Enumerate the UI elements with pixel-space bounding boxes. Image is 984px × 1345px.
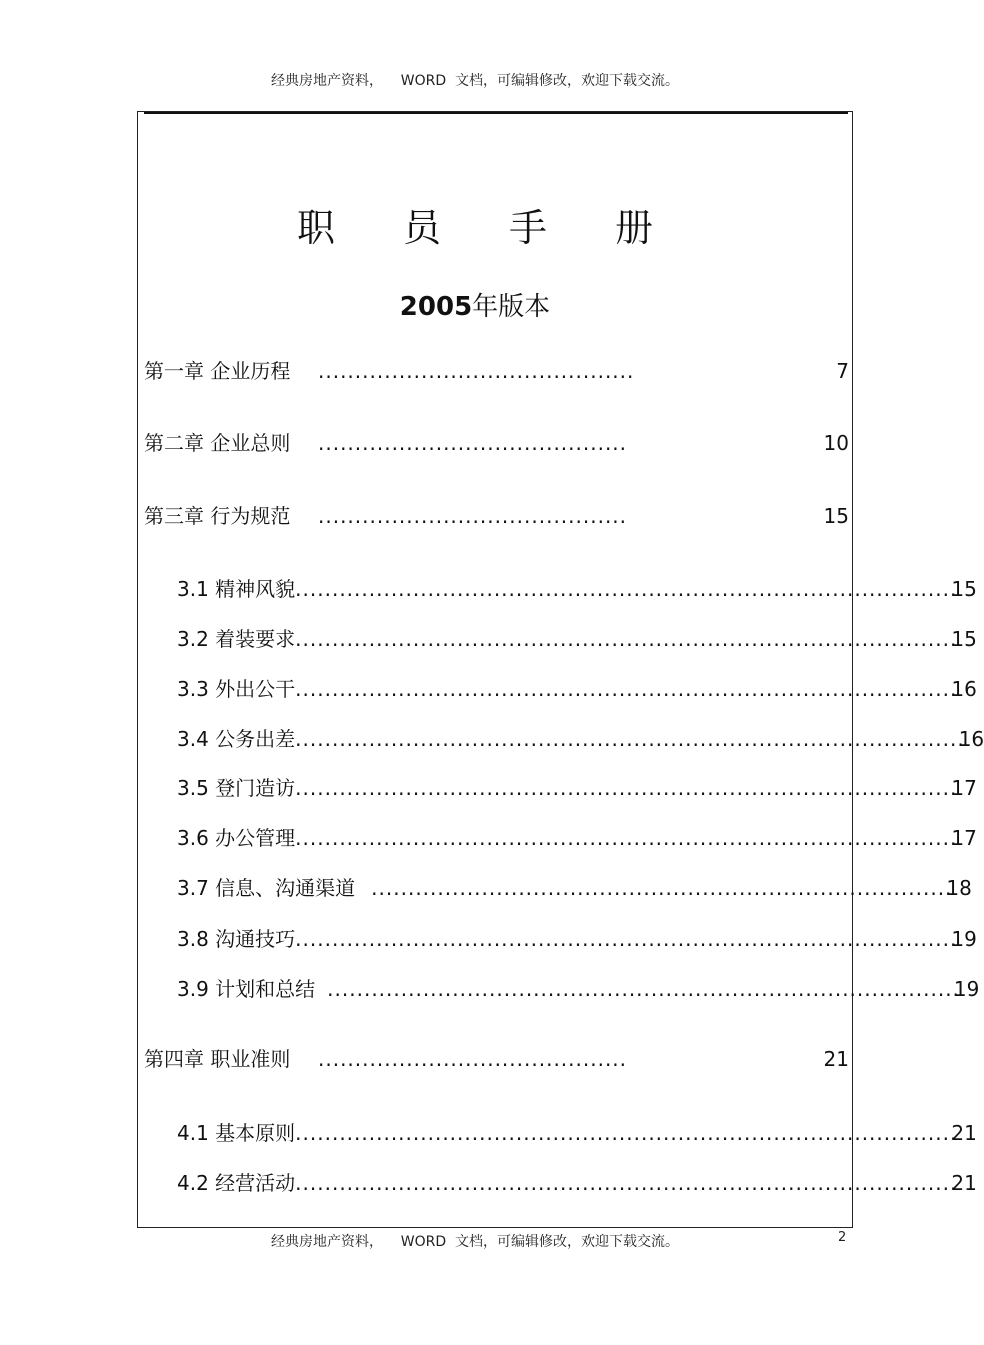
- toc-page: 21: [951, 1171, 977, 1195]
- toc-leader: ..........................................................................................: [295, 776, 958, 800]
- toc-label: 3.3 外出公干: [177, 677, 296, 701]
- toc-label: 3.2 着装要求: [177, 627, 296, 651]
- title-char: 员: [402, 206, 441, 250]
- toc-section-4-2[interactable]: [177, 1170, 977, 1196]
- toc-leader: ...........................................: [318, 359, 635, 383]
- toc-page: 15: [951, 627, 977, 651]
- toc-leader: ..........................................................................................: [295, 927, 958, 951]
- toc-leader: ..........................................................................................: [295, 826, 958, 850]
- toc-label: 3.9 计划和总结: [177, 977, 316, 1001]
- toc-leader: ..........................................: [318, 504, 628, 528]
- toc-section-3-5[interactable]: [177, 775, 977, 801]
- footer-banner: 经典房地产资料， WORD 文档，可编辑修改，欢迎下载交流。: [270, 1234, 680, 1250]
- toc-section-3-9[interactable]: [177, 976, 980, 1002]
- edition-line: [0, 286, 950, 323]
- toc-label: 3.1 精神风貌: [177, 577, 296, 601]
- toc-label: 4.1 基本原则: [177, 1121, 296, 1145]
- header-banner: 经典房地产资料， WORD 文档，可编辑修改，欢迎下载交流。: [270, 73, 680, 89]
- toc-page: 21: [951, 1121, 977, 1145]
- title-char: 职: [296, 206, 335, 250]
- toc-label: 4.2 经营活动: [177, 1171, 296, 1195]
- toc-page: 19: [953, 977, 980, 1001]
- toc-page: 16: [958, 727, 984, 751]
- edition-suffix: 年版本: [472, 292, 551, 322]
- toc-leader: ..........................................................................................: [295, 677, 958, 701]
- toc-page: 7: [836, 359, 849, 383]
- handbook-title: [0, 197, 950, 252]
- toc-label: 3.5 登门造访: [177, 776, 296, 800]
- toc-page: 18: [946, 876, 972, 900]
- toc-label: 第一章 企业历程: [144, 359, 291, 383]
- toc-page: 16: [951, 677, 977, 701]
- toc-page: 17: [951, 776, 977, 800]
- toc-section-3-2[interactable]: [177, 626, 977, 652]
- toc-page: 15: [823, 504, 849, 528]
- toc-label: 3.6 办公管理: [177, 826, 296, 850]
- toc-section-3-6[interactable]: [177, 825, 977, 851]
- toc-leader: ..........................................................................................: [295, 1171, 958, 1195]
- toc-label: 第四章 职业准则: [144, 1047, 291, 1071]
- toc-page: 21: [823, 1047, 849, 1071]
- toc-section-3-3[interactable]: [177, 676, 977, 702]
- toc-label: 第三章 行为规范: [144, 504, 291, 528]
- toc-section-3-4[interactable]: [177, 726, 984, 752]
- toc-leader: ...............................................................................: [371, 876, 953, 900]
- title-char: 册: [615, 206, 654, 250]
- toc-label: 3.4 公务出差: [177, 727, 296, 751]
- toc-page: 19: [951, 927, 977, 951]
- toc-section-3-1[interactable]: [177, 576, 977, 602]
- toc-chapter-2[interactable]: [144, 430, 849, 456]
- toc-leader: ..........................................................................................: [295, 627, 958, 651]
- toc-chapter-1[interactable]: [144, 358, 849, 384]
- toc-leader: ......................................................................................: [327, 977, 960, 1001]
- toc-page: 17: [951, 826, 977, 850]
- toc-section-3-7[interactable]: [177, 875, 972, 901]
- edition-year: 2005: [399, 292, 473, 322]
- toc-label: 3.7 信息、沟通渠道: [177, 876, 356, 900]
- page-number: 2: [838, 1230, 847, 1245]
- toc-label: 3.8 沟通技巧: [177, 927, 296, 951]
- toc-section-3-8[interactable]: [177, 926, 977, 952]
- toc-section-4-1[interactable]: [177, 1120, 977, 1146]
- title-char: 手: [509, 206, 548, 250]
- toc-leader: ..........................................: [318, 431, 628, 455]
- toc-leader: ...........................................................................................: [295, 727, 965, 751]
- toc-chapter-3[interactable]: [144, 503, 849, 529]
- toc-page: 10: [823, 431, 849, 455]
- toc-leader: ..........................................: [318, 1047, 628, 1071]
- toc-label: 第二章 企业总则: [144, 431, 291, 455]
- toc-leader: ..........................................................................................: [295, 1121, 958, 1145]
- toc-leader: ..........................................................................................: [295, 577, 958, 601]
- toc-page: 15: [951, 577, 977, 601]
- toc-chapter-4[interactable]: [144, 1046, 849, 1072]
